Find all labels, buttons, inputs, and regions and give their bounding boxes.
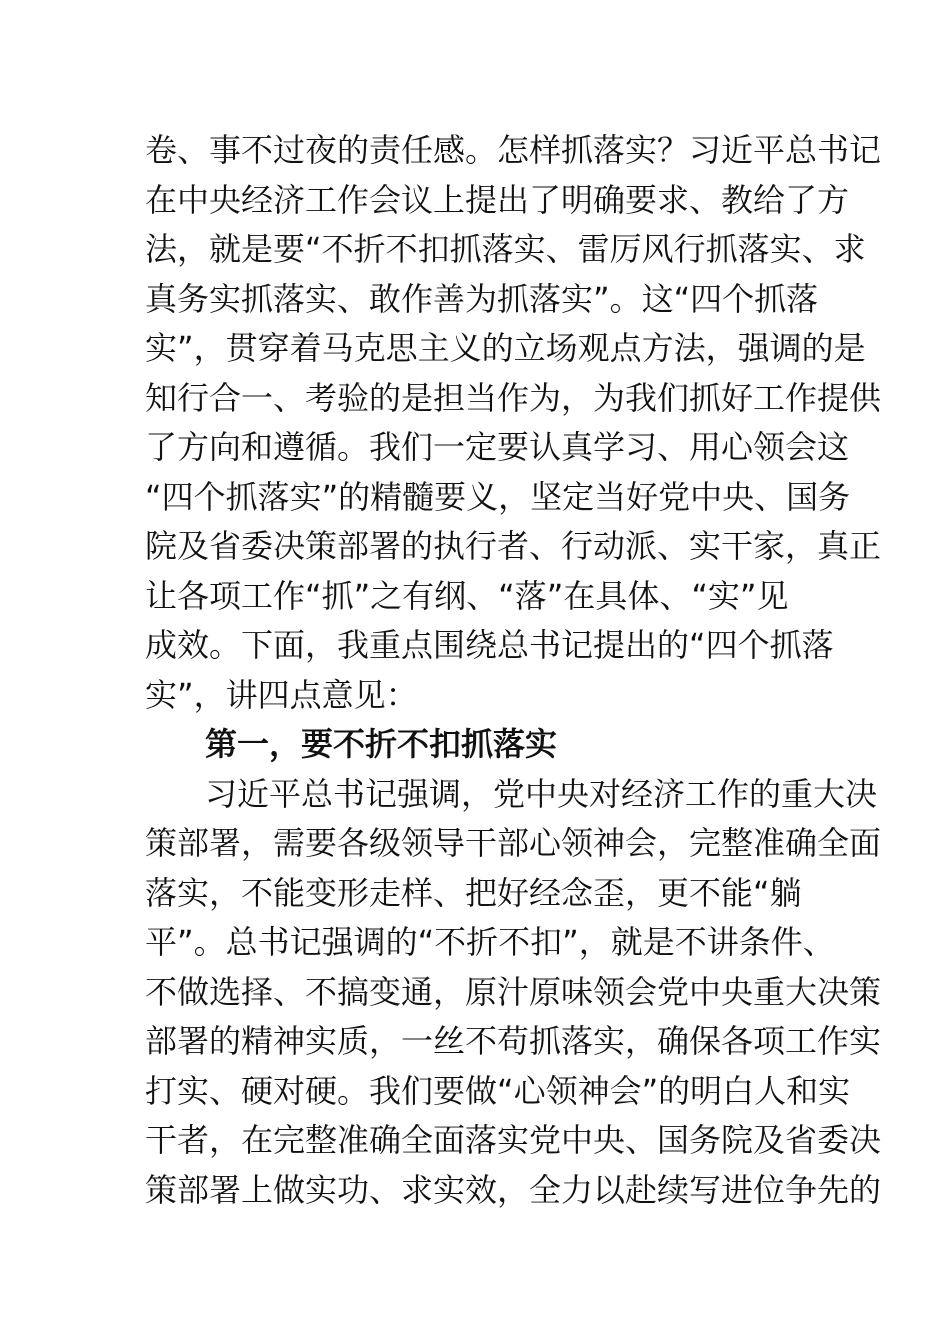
text-line: 策部署上做实功、求实效，全力以赴续写进位争先的 [145,1170,882,1209]
text-line: 院及省委决策部署的执行者、行动派、实干家，真正 [145,527,882,565]
text-line: 卷、事不过夜的责任感。怎样抓落实？习近平总书记 [145,131,882,169]
text-line: 实”，贯穿着马克思主义的立场观点方法，强调的是 [145,329,866,367]
text-line: 真务实抓落实、敢作善为抓落实”。这“四个抓落 [145,279,819,318]
text-line: 知行合一、考验的是担当作为，为我们抓好工作提供 [145,378,882,417]
text-line: 平”。总书记强调的“不折不扣”，就是不讲条件、 [145,923,835,961]
text-line: 策部署，需要各级领导干部心领神会，完整准确全面 [145,824,882,862]
text-line: 让各项工作“抓”之有纲、“落”在具体、“实”见 [145,576,789,615]
text-line: 实”，讲四点意见： [145,675,418,714]
text-line: 部署的精神实质，一丝不苟抓落实，确保各项工作实 [145,1022,882,1060]
text-line: 在中央经济工作会议上提出了明确要求、教给了方 [145,180,850,219]
text-line: 了方向和遵循。我们一定要认真学习、用心领会这 [145,428,850,466]
text-line: 法，就是要“不折不扣抓落实、雷厉风行抓落实、求 [145,230,866,268]
text-line: “四个抓落实”的精髓要义，坚定当好党中央、国务 [145,477,851,516]
section-heading: 第一，要不折不扣抓落实 [205,725,558,763]
text-line: 干者，在完整准确全面落实党中央、国务院及省委决 [145,1121,882,1159]
text-line: 打实、硬对硬。我们要做“心领神会”的明白人和实 [145,1071,851,1110]
text-line: 落实，不能变形走样、把好经念歪，更不能“躺 [145,873,802,912]
text-line: 习近平总书记强调，党中央对经济工作的重大决 [205,774,878,813]
body-text [145,126,882,1215]
text-line: 不做选择、不搞变通，原汁原味领会党中央重大决策 [145,972,882,1011]
text-line: 成效。下面，我重点围绕总书记提出的“四个抓落 [145,626,834,664]
